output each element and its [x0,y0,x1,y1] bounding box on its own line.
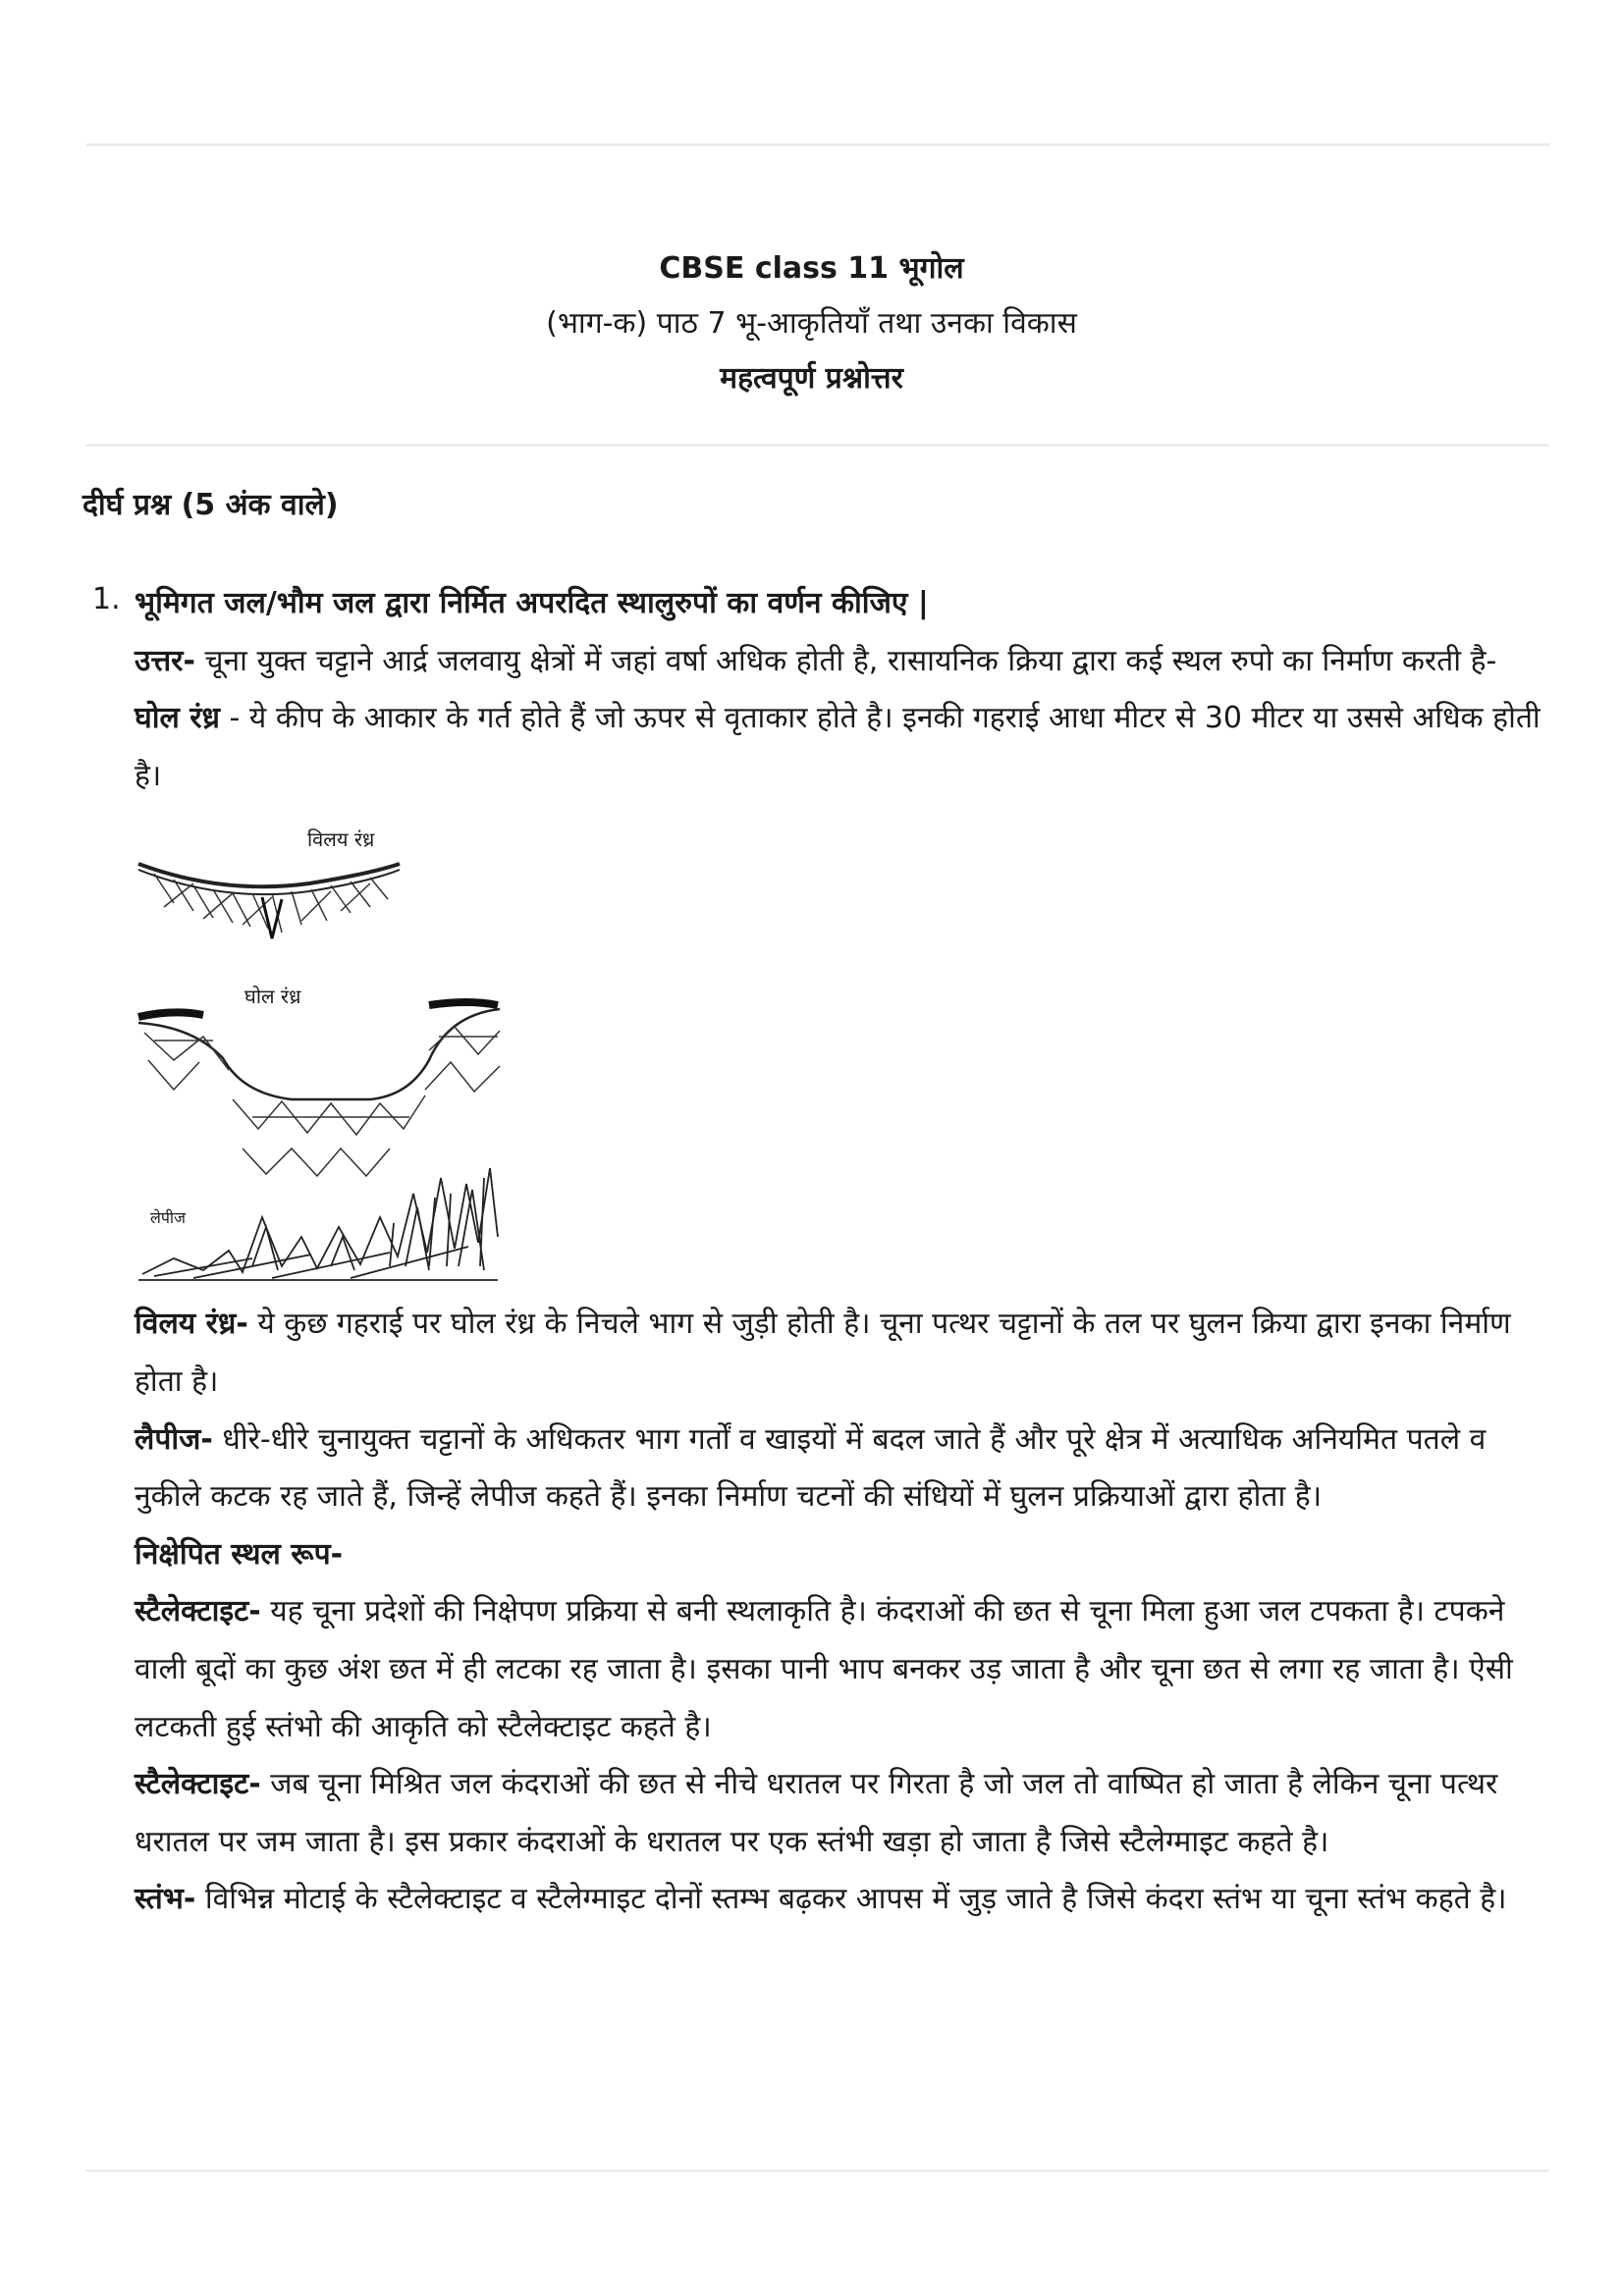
top-divider [86,143,1549,146]
figure-label-ghol-randhra: घोल रंध्र [244,985,301,1009]
question-number: 1. [92,582,121,616]
header-chapter: (भाग-क) पाठ 7 भू-आकृतियाँ तथा उनका विकास [546,306,1077,341]
figure-label-lapies: लेपीज [150,1208,186,1228]
answer-text: चूना युक्त चट्टाने आर्द्र जलवायु क्षेत्रों में जहां वर्षा अधिक होती है, रासायनिक क्रिया द्वारा कई स्थल रुपो का निर्माण करती है- [194,643,1497,678]
question-content [135,575,1548,1929]
item-depositional-heading: निक्षेपित स्थल रूप- [135,1536,344,1572]
answer-paragraph [135,633,1548,691]
item-pillar: स्तंभ- विभिन्न मोटाई के स्टैलेक्टाइट व स्टैलेग्माइट दोनों स्तम्भ बढ़कर आपस में जुड़ जाते है जिसे कंदरा स्तंभ या चूना स्तंभ कहते है। [135,1882,1507,1917]
header-title: CBSE class 11 भूगोल [659,251,964,286]
answer-label: उत्तर- [135,643,195,678]
question-text: भूमिगत जल/भौम जल द्वारा निर्मित अपरदित स्थालुरुपों का वर्णन कीजिए | [135,586,929,620]
item-lapies: लैपीज- धीरे-धीरे चुनायुक्त चट्टानों के अधिकतर भाग गर्तों व खाइयों में बदल जाते हैं और पूरे क्षेत्र में अत्याधिक अनियमित पतले व नुकीले कटक रह जाते हैं, जिन्हें लेपीज कहते हैं। इनका निर्माण चटनों की संधियों में घुलन प्रक्रियाओं द्वारा होता है। [135,1421,1487,1515]
karst-sketch [135,805,586,1296]
figure-label-vilay-randhra: विलय रंध्र [307,828,375,852]
header-subtitle: महत्वपूर्ण प्रश्नोत्तर [720,361,903,396]
bottom-divider [86,2169,1549,2172]
item-stalactite: स्टैलेक्टाइट- यह चूना प्रदेशों की निक्षेपण प्रक्रिया से बनी स्थलाकृति है। कंदराओं की छत से चूना मिला हुआ जल टपकता है। टपकने वाली बूदों का कुछ अंश छत में ही लटका रह जाता है। इसका पानी भाप बनकर उड़ जाता है और चूना छत से लगा रह जाता है। ऐसी लटकती हुई स्तंभो की आकृति को स्टैलेक्टाइट कहते है। [135,1594,1513,1744]
section-title: दीर्घ प्रश्न (5 अंक वाले) [82,488,339,522]
item-stalagmite: स्टैलेक्टाइट- जब चूना मिश्रित जल कंदराओं की छत से नीचे धरातल पर गिरता है जो जल तो वाष्पित हो जाता है लेकिन चूना पत्थर धरातल पर जम जाता है। इस प्रकार कंदराओं के धरातल पर एक स्तंभी खड़ा हो जाता है जिसे स्टैलेग्माइट कहते है। [135,1767,1498,1859]
header-divider [86,444,1549,447]
page-header [0,241,1623,406]
item-ghol-randhra: घोल रंध्र - ये कीप के आकार के गर्त होते हैं जो ऊपर से वृताकार होते है। इनकी गहराई आधा मीटर से 30 मीटर या उससे अधिक होती है। [135,701,1541,793]
item-vilay-randhra: विलय रंध्र- ये कुछ गहराई पर घोल रंध्र के निचले भाग से जुड़ी होती है। चूना पत्थर चट्टानों के तल पर घुलन क्रिया द्वारा इनका निर्माण होता है। [135,1307,1511,1399]
karst-landforms-figure [135,805,586,1296]
